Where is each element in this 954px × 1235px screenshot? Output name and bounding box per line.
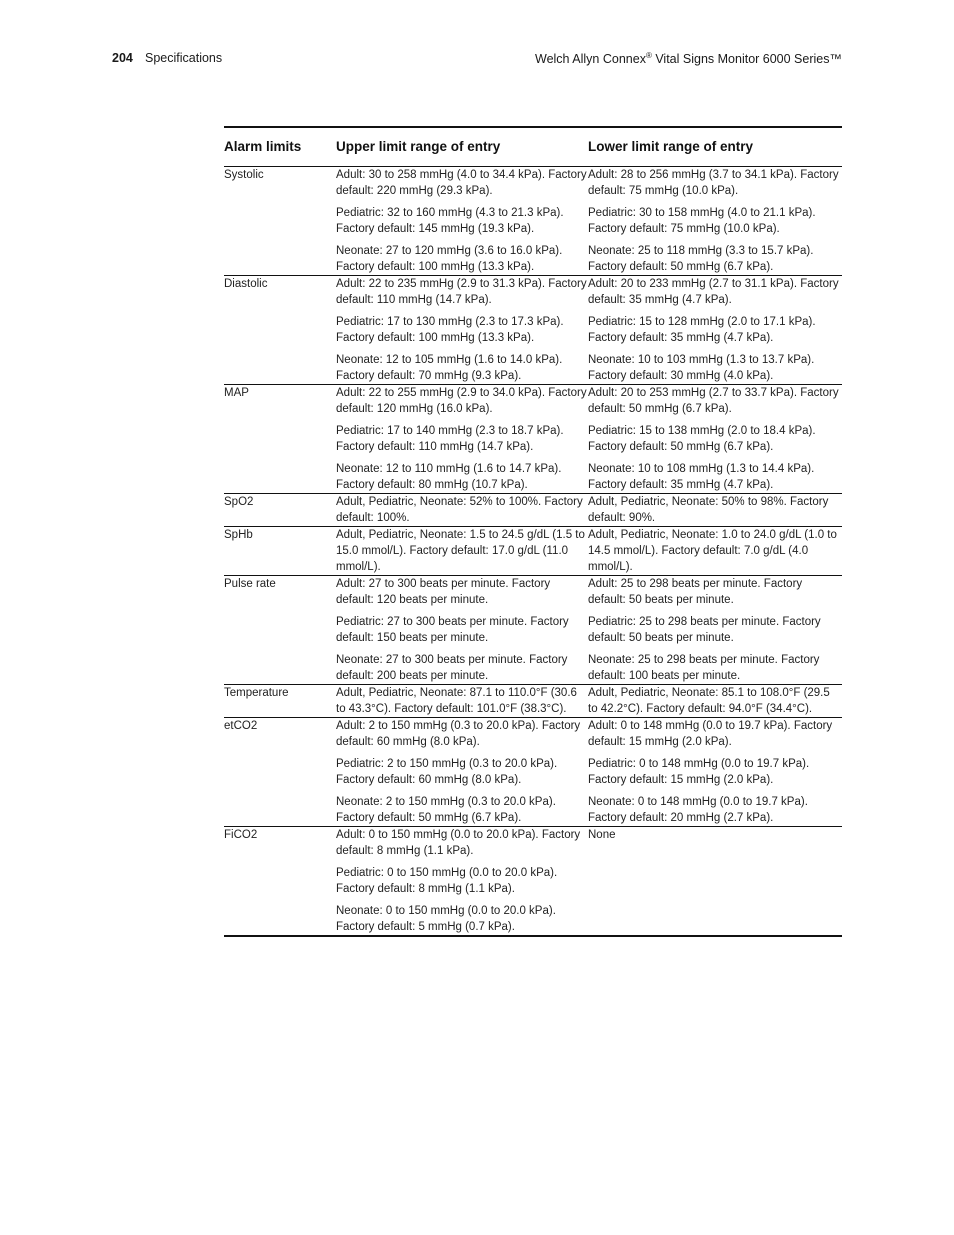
column-header-lower-limit: Lower limit range of entry (588, 127, 842, 166)
lower-limit-cell (588, 575, 842, 684)
upper-limit-entry: Adult, Pediatric, Neonate: 87.1 to 110.0°F (30.6 to 43.3°C). Factory default: 101.0°F (38.3°C). (336, 686, 577, 715)
table-row (224, 166, 842, 275)
document-title-main: Welch Allyn Connex (535, 52, 646, 66)
table-row (224, 826, 842, 936)
upper-limit-entry: Pediatric: 27 to 300 beats per minute. Factory default: 150 beats per minute. (336, 615, 569, 644)
lower-limit-entry: Neonate: 25 to 298 beats per minute. Factory default: 100 beats per minute. (588, 653, 820, 682)
alarm-parameter: MAP (224, 384, 336, 493)
alarm-parameter: Temperature (224, 684, 336, 717)
registered-mark: ® (645, 51, 652, 60)
lower-limit-entry: Neonate: 25 to 118 mmHg (3.3 to 15.7 kPa). Factory default: 50 mmHg (6.7 kPa). (588, 244, 814, 273)
lower-limit-entry: Adult: 28 to 256 mmHg (3.7 to 34.1 kPa). Factory default: 75 mmHg (10.0 kPa). (588, 168, 839, 197)
lower-limit-cell (588, 684, 842, 717)
alarm-parameter: Diastolic (224, 275, 336, 384)
upper-limit-cell (336, 684, 588, 717)
table-header-row (224, 127, 842, 166)
upper-limit-cell (336, 493, 588, 526)
page-header (112, 51, 842, 69)
upper-limit-entry: Adult: 0 to 150 mmHg (0.0 to 20.0 kPa). Factory default: 8 mmHg (1.1 kPa). (336, 828, 581, 857)
upper-limit-cell (336, 826, 588, 936)
upper-limit-cell (336, 717, 588, 826)
lower-limit-entry: Pediatric: 25 to 298 beats per minute. Factory default: 50 beats per minute. (588, 615, 821, 644)
upper-limit-cell (336, 275, 588, 384)
lower-limit-entry: Neonate: 10 to 108 mmHg (1.3 to 14.4 kPa). Factory default: 35 mmHg (4.7 kPa). (588, 462, 815, 491)
alarm-parameter: Systolic (224, 166, 336, 275)
lower-limit-entry: Pediatric: 15 to 128 mmHg (2.0 to 17.1 kPa). Factory default: 35 mmHg (4.7 kPa). (588, 315, 816, 344)
upper-limit-entry: Adult: 30 to 258 mmHg (4.0 to 34.4 kPa). Factory default: 220 mmHg (29.3 kPa). (336, 168, 587, 197)
lower-limit-entry: Adult, Pediatric, Neonate: 1.0 to 24.0 g/dL (1.0 to 14.5 mmol/L). Factory default: 7.0 g/dL (4.0 mmol/L). (588, 528, 837, 573)
upper-limit-entry: Adult: 22 to 235 mmHg (2.9 to 31.3 kPa). Factory default: 110 mmHg (14.7 kPa). (336, 277, 587, 306)
upper-limit-entry: Neonate: 0 to 150 mmHg (0.0 to 20.0 kPa). Factory default: 5 mmHg (0.7 kPa). (336, 904, 556, 933)
alarm-parameter: FiCO2 (224, 826, 336, 936)
lower-limit-cell (588, 384, 842, 493)
lower-limit-entry: Adult, Pediatric, Neonate: 50% to 98%. Factory default: 90%. (588, 495, 829, 524)
upper-limit-entry: Neonate: 12 to 110 mmHg (1.6 to 14.7 kPa). Factory default: 80 mmHg (10.7 kPa). (336, 462, 562, 491)
alarm-parameter: Pulse rate (224, 575, 336, 684)
lower-limit-cell (588, 275, 842, 384)
alarm-parameter: SpO2 (224, 493, 336, 526)
lower-limit-cell (588, 166, 842, 275)
column-header-upper-limit: Upper limit range of entry (336, 127, 588, 166)
document-title-rest: Vital Signs Monitor 6000 Series™ (651, 52, 842, 66)
upper-limit-entry: Pediatric: 17 to 130 mmHg (2.3 to 17.3 kPa). Factory default: 100 mmHg (13.3 kPa). (336, 315, 564, 344)
upper-limit-cell (336, 166, 588, 275)
table-row (224, 684, 842, 717)
upper-limit-entry: Pediatric: 17 to 140 mmHg (2.3 to 18.7 kPa). Factory default: 110 mmHg (14.7 kPa). (336, 424, 564, 453)
document-title (535, 51, 842, 66)
upper-limit-entry: Neonate: 12 to 105 mmHg (1.6 to 14.0 kPa). Factory default: 70 mmHg (9.3 kPa). (336, 353, 563, 382)
upper-limit-entry: Adult, Pediatric, Neonate: 52% to 100%. Factory default: 100%. (336, 495, 583, 524)
lower-limit-cell (588, 526, 842, 575)
upper-limit-entry: Adult, Pediatric, Neonate: 1.5 to 24.5 g/dL (1.5 to 15.0 mmol/L). Factory default: 17.0 g/dL (11.0 mmol/L). (336, 528, 585, 573)
lower-limit-cell (588, 826, 842, 936)
lower-limit-entry: Neonate: 10 to 103 mmHg (1.3 to 13.7 kPa). Factory default: 30 mmHg (4.0 kPa). (588, 353, 815, 382)
lower-limit-entry: Pediatric: 15 to 138 mmHg (2.0 to 18.4 kPa). Factory default: 50 mmHg (6.7 kPa). (588, 424, 816, 453)
lower-limit-entry: Adult: 25 to 298 beats per minute. Factory default: 50 beats per minute. (588, 577, 803, 606)
upper-limit-entry: Neonate: 27 to 300 beats per minute. Factory default: 200 beats per minute. (336, 653, 568, 682)
lower-limit-entry: Neonate: 0 to 148 mmHg (0.0 to 19.7 kPa). Factory default: 20 mmHg (2.7 kPa). (588, 795, 808, 824)
table-row (224, 526, 842, 575)
table-row (224, 575, 842, 684)
lower-limit-entry: Pediatric: 30 to 158 mmHg (4.0 to 21.1 kPa). Factory default: 75 mmHg (10.0 kPa). (588, 206, 816, 235)
page-number: 204 (112, 51, 133, 65)
alarm-parameter: etCO2 (224, 717, 336, 826)
alarm-limits-table (224, 126, 842, 937)
lower-limit-entry: Adult: 20 to 233 mmHg (2.7 to 31.1 kPa). Factory default: 35 mmHg (4.7 kPa). (588, 277, 839, 306)
table-row (224, 493, 842, 526)
table-row (224, 275, 842, 384)
lower-limit-entry: Adult: 20 to 253 mmHg (2.7 to 33.7 kPa). Factory default: 50 mmHg (6.7 kPa). (588, 386, 839, 415)
lower-limit-entry: Adult, Pediatric, Neonate: 85.1 to 108.0°F (29.5 to 42.2°C). Factory default: 94.0°F (34.4°C). (588, 686, 830, 715)
upper-limit-entry: Neonate: 27 to 120 mmHg (3.6 to 16.0 kPa). Factory default: 100 mmHg (13.3 kPa). (336, 244, 563, 273)
lower-limit-cell (588, 717, 842, 826)
table-row (224, 717, 842, 826)
table-body (224, 166, 842, 936)
alarm-parameter: SpHb (224, 526, 336, 575)
upper-limit-entry: Pediatric: 0 to 150 mmHg (0.0 to 20.0 kPa). Factory default: 8 mmHg (1.1 kPa). (336, 866, 558, 895)
table-row (224, 384, 842, 493)
lower-limit-entry: Pediatric: 0 to 148 mmHg (0.0 to 19.7 kPa). Factory default: 15 mmHg (2.0 kPa). (588, 757, 810, 786)
lower-limit-entry: None (588, 828, 616, 841)
lower-limit-entry: Adult: 0 to 148 mmHg (0.0 to 19.7 kPa). Factory default: 15 mmHg (2.0 kPa). (588, 719, 833, 748)
section-name: Specifications (145, 51, 223, 65)
upper-limit-cell (336, 575, 588, 684)
upper-limit-entry: Adult: 22 to 255 mmHg (2.9 to 34.0 kPa). Factory default: 120 mmHg (16.0 kPa). (336, 386, 587, 415)
upper-limit-entry: Pediatric: 32 to 160 mmHg (4.3 to 21.3 kPa). Factory default: 145 mmHg (19.3 kPa). (336, 206, 564, 235)
lower-limit-cell (588, 493, 842, 526)
column-header-alarm-limits: Alarm limits (224, 127, 336, 166)
upper-limit-cell (336, 526, 588, 575)
upper-limit-entry: Adult: 27 to 300 beats per minute. Factory default: 120 beats per minute. (336, 577, 551, 606)
upper-limit-entry: Pediatric: 2 to 150 mmHg (0.3 to 20.0 kPa). Factory default: 60 mmHg (8.0 kPa). (336, 757, 558, 786)
upper-limit-entry: Adult: 2 to 150 mmHg (0.3 to 20.0 kPa). Factory default: 60 mmHg (8.0 kPa). (336, 719, 581, 748)
upper-limit-entry: Neonate: 2 to 150 mmHg (0.3 to 20.0 kPa). Factory default: 50 mmHg (6.7 kPa). (336, 795, 556, 824)
upper-limit-cell (336, 384, 588, 493)
